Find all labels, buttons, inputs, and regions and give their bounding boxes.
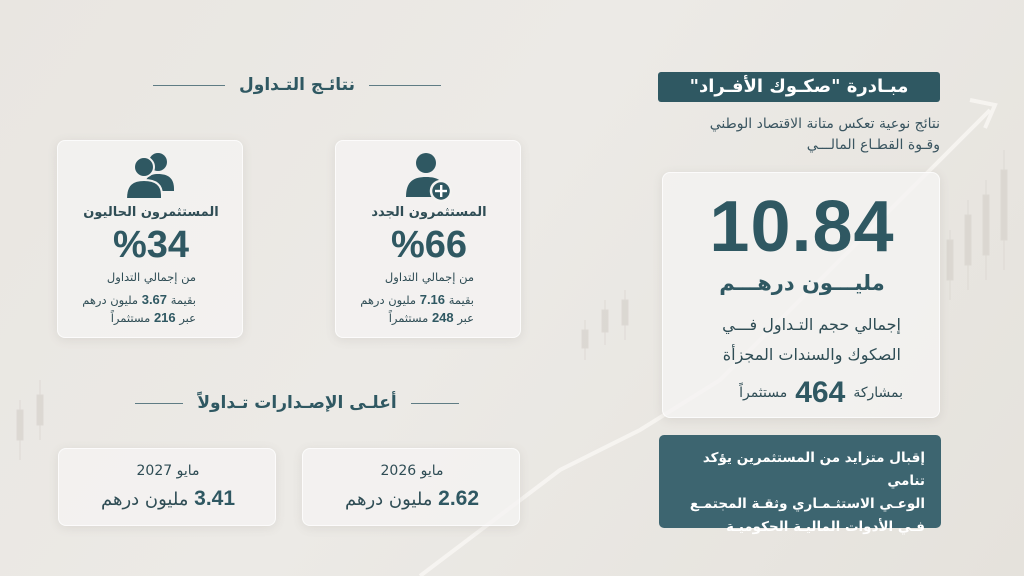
new-investors-label: المستثمرون الجدد — [371, 205, 487, 220]
heading-rule — [369, 85, 441, 86]
new-investors-share-text: من إجمالي التداول — [384, 270, 474, 284]
existing-investors-share-text: من إجمالي التداول — [106, 270, 196, 284]
new-investors-value-line — [344, 291, 474, 309]
issue-date: مايو 2027 — [136, 463, 200, 479]
issue-unit: مليون درهم — [100, 489, 189, 510]
note-line-3: فـي الأدوات الماليـة الحكوميـة — [725, 519, 925, 535]
total-volume-value: 10.84 — [709, 187, 895, 267]
new-investors-percent: %66 — [390, 224, 468, 266]
total-volume-description — [681, 310, 901, 370]
issue-value-line — [303, 487, 521, 511]
description-line-1: إجمالي حجم التـداول فـــي — [722, 315, 901, 334]
trading-results-title: نتائـج التـداول — [239, 75, 355, 95]
value-suffix: مليون درهم — [360, 293, 417, 307]
existing-investors-count-line — [66, 309, 196, 327]
new-investors-card — [335, 140, 521, 338]
new-investor-icon — [336, 151, 522, 205]
participation-prefix: بمشاركة — [853, 385, 903, 401]
heading-rule — [135, 403, 183, 404]
new-investors-value: 7.16 — [419, 292, 446, 307]
issue-value-line — [59, 487, 277, 511]
total-trading-volume-card — [662, 172, 940, 418]
value-prefix: بقيمة — [170, 293, 196, 307]
existing-investors-icon — [58, 151, 244, 205]
trading-results-heading — [135, 75, 459, 95]
existing-investors-card — [57, 140, 243, 338]
issue-card-may-2027 — [58, 448, 276, 526]
subtitle-line-2: وقـوة القطـاع المالـــي — [806, 137, 940, 153]
initiative-title: مبـادرة "صكـوك الأفـراد" — [658, 72, 940, 102]
heading-rule — [153, 85, 225, 86]
new-investors-count-line — [344, 309, 474, 327]
participation-row — [673, 373, 903, 413]
participation-count: 464 — [795, 376, 846, 409]
new-investors-count: 248 — [431, 310, 454, 325]
initiative-subtitle — [640, 114, 940, 156]
top-issues-heading — [135, 393, 459, 413]
existing-investors-percent: %34 — [112, 224, 190, 266]
issue-card-may-2026 — [302, 448, 520, 526]
participation-suffix: مستثمراً — [739, 385, 788, 401]
investor-confidence-note — [659, 435, 941, 535]
top-issues-title: أعلـى الإصـدارات تـداولاً — [197, 393, 397, 413]
note-line-1: إقبال متزايد من المستثمرين يؤكد تنامي — [702, 450, 925, 489]
subtitle-line-1: نتائج نوعية تعكس متانة الاقتصاد الوطني — [709, 116, 940, 132]
via-prefix: عبر — [179, 311, 196, 325]
issue-unit: مليون درهم — [344, 489, 433, 510]
heading-rule — [411, 403, 459, 404]
issue-date: مايو 2026 — [380, 463, 444, 479]
value-suffix: مليون درهم — [82, 293, 139, 307]
description-line-2: الصكوك والسندات المجزأة — [722, 345, 901, 364]
existing-investors-count: 216 — [153, 310, 176, 325]
issue-value: 2.62 — [438, 487, 480, 510]
value-prefix: بقيمة — [448, 293, 474, 307]
note-line-2: الوعـي الاستثـمـاري وثقـة المجتمـع — [689, 496, 925, 512]
investors-suffix: مستثمراً — [388, 311, 429, 325]
via-prefix: عبر — [457, 311, 474, 325]
total-volume-unit: مليـــون درهـــم — [719, 271, 885, 295]
investors-suffix: مستثمراً — [110, 311, 151, 325]
existing-investors-label: المستثمرون الحاليون — [83, 205, 219, 220]
existing-investors-value: 3.67 — [141, 292, 168, 307]
issue-value: 3.41 — [194, 487, 236, 510]
existing-investors-value-line — [66, 291, 196, 309]
